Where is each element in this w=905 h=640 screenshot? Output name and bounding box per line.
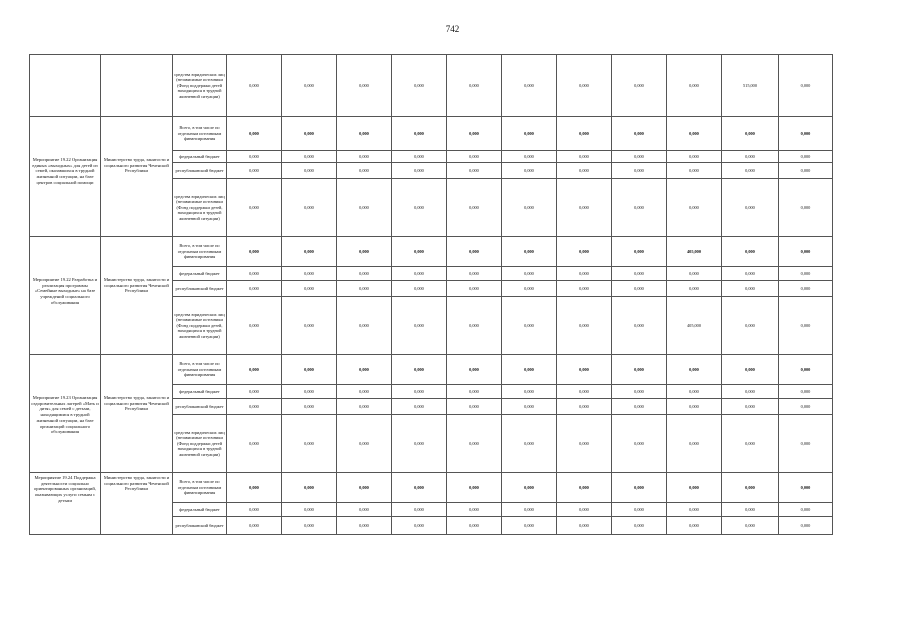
value-cell: 0,000 (612, 385, 667, 399)
value-cell: 0,000 (557, 55, 612, 117)
value-cell: 0,000 (337, 163, 392, 179)
value-cell: 0,000 (227, 517, 282, 535)
value-cell: 0,000 (337, 267, 392, 281)
value-cell: 0,000 (557, 503, 612, 517)
value-cell: 0,000 (779, 399, 833, 415)
value-cell: 0,000 (779, 281, 833, 297)
value-cell: 515,000 (722, 55, 779, 117)
value-cell: 0,000 (502, 55, 557, 117)
value-cell: 0,000 (557, 473, 612, 503)
value-cell: 0,000 (612, 151, 667, 163)
funding-source-cell: средства юридических лиц (независимые источники (Фонд поддержки детей, находящихся в трудной жизненной ситуации) (173, 297, 227, 355)
value-cell: 0,000 (502, 267, 557, 281)
measure-cell: Мероприятие 19.23 Организация оздоровительных лагерей «Мать и дитя» для семей с детьми, находящимися в трудной жизненной ситуации, на базе организаций социального обслуживания (30, 355, 101, 473)
value-cell: 0,000 (282, 415, 337, 473)
value-cell: 0,000 (337, 517, 392, 535)
value-cell: 0,000 (282, 163, 337, 179)
value-cell: 0,000 (612, 503, 667, 517)
value-cell: 0,000 (447, 415, 502, 473)
funding-source-cell: Всего, в том числе по отдельным источникам финансирования (173, 237, 227, 267)
responsible-cell: Министерство труда, занятости и социального развития Чеченской Республики (101, 237, 173, 355)
value-cell: 0,000 (667, 473, 722, 503)
value-cell: 0,000 (502, 415, 557, 473)
value-cell: 0,000 (392, 399, 447, 415)
value-cell: 0,000 (667, 399, 722, 415)
value-cell: 0,000 (227, 355, 282, 385)
value-cell: 0,000 (667, 517, 722, 535)
value-cell: 0,000 (392, 55, 447, 117)
table-row (30, 55, 833, 117)
value-cell: 0,000 (557, 399, 612, 415)
value-cell: 0,000 (447, 267, 502, 281)
value-cell: 0,000 (502, 237, 557, 267)
value-cell: 0,000 (447, 385, 502, 399)
value-cell: 0,000 (779, 151, 833, 163)
value-cell: 0,000 (447, 503, 502, 517)
value-cell: 0,000 (392, 163, 447, 179)
value-cell: 0,000 (667, 151, 722, 163)
value-cell: 0,000 (227, 151, 282, 163)
value-cell: 0,000 (557, 163, 612, 179)
value-cell: 0,000 (502, 473, 557, 503)
responsible-cell (101, 55, 173, 117)
value-cell: 0,000 (337, 297, 392, 355)
value-cell: 0,000 (282, 281, 337, 297)
value-cell: 0,000 (722, 237, 779, 267)
funding-source-cell: федеральный бюджет (173, 385, 227, 399)
value-cell: 0,000 (227, 267, 282, 281)
value-cell: 0,000 (722, 297, 779, 355)
value-cell: 405,000 (667, 237, 722, 267)
value-cell: 0,000 (612, 517, 667, 535)
value-cell: 0,000 (612, 237, 667, 267)
value-cell: 0,000 (227, 503, 282, 517)
value-cell: 0,000 (502, 281, 557, 297)
value-cell: 0,000 (337, 385, 392, 399)
funding-source-cell: средства юридических лиц (независимые источники (Фонд поддержки детей находящихся в трудной жизненной ситуации) (173, 55, 227, 117)
value-cell: 0,000 (282, 151, 337, 163)
value-cell: 0,000 (282, 503, 337, 517)
responsible-cell: Министерство труда, занятости и социального развития Чеченской Республики (101, 117, 173, 237)
value-cell: 0,000 (612, 281, 667, 297)
value-cell: 0,000 (282, 399, 337, 415)
value-cell: 0,000 (779, 355, 833, 385)
value-cell: 0,000 (502, 355, 557, 385)
value-cell: 0,000 (612, 297, 667, 355)
value-cell: 0,000 (337, 237, 392, 267)
value-cell: 0,000 (779, 503, 833, 517)
value-cell: 0,000 (337, 55, 392, 117)
value-cell: 0,000 (227, 179, 282, 237)
value-cell: 0,000 (502, 517, 557, 535)
funding-source-cell: федеральный бюджет (173, 151, 227, 163)
value-cell: 0,000 (337, 473, 392, 503)
value-cell: 0,000 (392, 473, 447, 503)
value-cell: 0,000 (502, 503, 557, 517)
value-cell: 0,000 (447, 179, 502, 237)
value-cell: 0,000 (392, 267, 447, 281)
financing-table (29, 54, 833, 535)
value-cell: 0,000 (722, 503, 779, 517)
value-cell: 0,000 (337, 151, 392, 163)
value-cell: 0,000 (227, 297, 282, 355)
value-cell: 0,000 (337, 281, 392, 297)
value-cell: 0,000 (337, 355, 392, 385)
value-cell: 0,000 (557, 237, 612, 267)
value-cell: 0,000 (502, 117, 557, 151)
value-cell: 0,000 (557, 179, 612, 237)
value-cell: 0,000 (282, 267, 337, 281)
value-cell: 0,000 (722, 415, 779, 473)
value-cell: 0,000 (612, 117, 667, 151)
value-cell: 0,000 (779, 163, 833, 179)
funding-source-cell: средства юридических лиц (независимые источники (Фонд поддержки детей находящихся в трудной жизненной ситуации) (173, 415, 227, 473)
value-cell: 0,000 (612, 55, 667, 117)
value-cell: 0,000 (557, 117, 612, 151)
funding-source-cell: республиканский бюджет (173, 281, 227, 297)
value-cell: 0,000 (502, 179, 557, 237)
value-cell: 0,000 (612, 355, 667, 385)
value-cell: 0,000 (612, 473, 667, 503)
value-cell: 0,000 (392, 117, 447, 151)
value-cell: 0,000 (779, 237, 833, 267)
value-cell: 0,000 (667, 281, 722, 297)
value-cell: 0,000 (502, 297, 557, 355)
funding-source-cell: средства юридических лиц (независимые источники (Фонд поддержки детей, находящихся в трудной жизненной ситуации) (173, 179, 227, 237)
value-cell: 0,000 (447, 473, 502, 503)
value-cell: 0,000 (779, 473, 833, 503)
value-cell: 0,000 (557, 517, 612, 535)
value-cell: 0,000 (779, 179, 833, 237)
value-cell: 0,000 (779, 117, 833, 151)
value-cell: 0,000 (227, 117, 282, 151)
value-cell: 0,000 (392, 281, 447, 297)
value-cell: 0,000 (227, 237, 282, 267)
measure-cell: Мероприятие 19.22 Разработка и реализация программы «Семейные выходные» на базе учреждений социального обслуживания (30, 237, 101, 355)
value-cell: 0,000 (557, 151, 612, 163)
funding-source-cell: Всего, в том числе по отдельным источникам финансирования (173, 355, 227, 385)
value-cell: 0,000 (722, 163, 779, 179)
value-cell: 0,000 (227, 385, 282, 399)
value-cell: 0,000 (779, 297, 833, 355)
value-cell: 0,000 (667, 117, 722, 151)
value-cell: 0,000 (447, 517, 502, 535)
page-number: 742 (445, 24, 460, 34)
value-cell: 0,000 (779, 385, 833, 399)
table-row (30, 355, 833, 385)
value-cell: 0,000 (282, 117, 337, 151)
value-cell: 0,000 (392, 297, 447, 355)
value-cell: 0,000 (722, 517, 779, 535)
value-cell: 0,000 (227, 55, 282, 117)
value-cell: 0,000 (667, 163, 722, 179)
value-cell: 0,000 (337, 399, 392, 415)
value-cell: 0,000 (502, 151, 557, 163)
value-cell: 0,000 (722, 267, 779, 281)
funding-source-cell: Всего, в том числе по отдельным источникам финансирования (173, 117, 227, 151)
value-cell: 0,000 (282, 297, 337, 355)
measure-cell (30, 55, 101, 117)
value-cell: 0,000 (447, 117, 502, 151)
value-cell: 0,000 (557, 297, 612, 355)
value-cell: 0,000 (227, 281, 282, 297)
value-cell: 0,000 (612, 399, 667, 415)
value-cell: 0,000 (557, 385, 612, 399)
value-cell: 0,000 (722, 179, 779, 237)
value-cell: 0,000 (227, 473, 282, 503)
value-cell: 0,000 (447, 399, 502, 415)
value-cell: 0,000 (337, 117, 392, 151)
responsible-cell: Министерство труда, занятости и социального развития Чеченской Республики (101, 355, 173, 473)
value-cell: 0,000 (337, 503, 392, 517)
value-cell: 0,000 (227, 415, 282, 473)
value-cell: 0,000 (447, 151, 502, 163)
value-cell: 0,000 (722, 281, 779, 297)
value-cell: 0,000 (447, 55, 502, 117)
value-cell: 0,000 (337, 415, 392, 473)
value-cell: 0,000 (722, 151, 779, 163)
value-cell: 0,000 (392, 179, 447, 237)
value-cell: 0,000 (557, 415, 612, 473)
value-cell: 0,000 (447, 163, 502, 179)
value-cell: 0,000 (282, 355, 337, 385)
value-cell: 0,000 (667, 355, 722, 385)
value-cell: 0,000 (282, 179, 337, 237)
value-cell: 0,000 (612, 415, 667, 473)
value-cell: 0,000 (722, 117, 779, 151)
value-cell: 0,000 (667, 179, 722, 237)
value-cell: 0,000 (227, 399, 282, 415)
table-row (30, 117, 833, 151)
value-cell: 0,000 (779, 55, 833, 117)
value-cell: 0,000 (392, 503, 447, 517)
value-cell: 0,000 (722, 473, 779, 503)
value-cell: 0,000 (557, 281, 612, 297)
funding-source-cell: республиканский бюджет (173, 399, 227, 415)
value-cell: 0,000 (557, 267, 612, 281)
value-cell: 0,000 (392, 517, 447, 535)
value-cell: 0,000 (502, 385, 557, 399)
value-cell: 0,000 (282, 473, 337, 503)
value-cell: 0,000 (612, 163, 667, 179)
value-cell: 405,000 (667, 297, 722, 355)
value-cell: 0,000 (392, 355, 447, 385)
value-cell: 0,000 (502, 399, 557, 415)
value-cell: 0,000 (337, 179, 392, 237)
funding-source-cell: федеральный бюджет (173, 503, 227, 517)
value-cell: 0,000 (667, 55, 722, 117)
value-cell: 0,000 (779, 517, 833, 535)
value-cell: 0,000 (667, 267, 722, 281)
value-cell: 0,000 (612, 267, 667, 281)
value-cell: 0,000 (392, 385, 447, 399)
value-cell: 0,000 (282, 237, 337, 267)
value-cell: 0,000 (447, 281, 502, 297)
value-cell: 0,000 (667, 503, 722, 517)
value-cell: 0,000 (722, 385, 779, 399)
funding-source-cell: Всего, в том числе по отдельным источникам финансирования (173, 473, 227, 503)
value-cell: 0,000 (227, 163, 282, 179)
value-cell: 0,000 (779, 267, 833, 281)
value-cell: 0,000 (667, 415, 722, 473)
funding-source-cell: республиканский бюджет (173, 517, 227, 535)
value-cell: 0,000 (722, 355, 779, 385)
responsible-cell: Министерство труда, занятости и социального развития Чеченской Республики (101, 473, 173, 535)
measure-cell: Мероприятие 19.22 Организация единых «выходных» для детей из семей, оказавшихся в трудной жизненной ситуации, на базе центров социальной помощи (30, 117, 101, 237)
table-row (30, 237, 833, 267)
table-row (30, 473, 833, 503)
value-cell: 0,000 (779, 415, 833, 473)
value-cell: 0,000 (447, 237, 502, 267)
value-cell: 0,000 (447, 355, 502, 385)
value-cell: 0,000 (557, 355, 612, 385)
value-cell: 0,000 (722, 399, 779, 415)
value-cell: 0,000 (392, 415, 447, 473)
funding-source-cell: федеральный бюджет (173, 267, 227, 281)
value-cell: 0,000 (667, 385, 722, 399)
value-cell: 0,000 (282, 385, 337, 399)
value-cell: 0,000 (392, 237, 447, 267)
funding-source-cell: республиканский бюджет (173, 163, 227, 179)
value-cell: 0,000 (282, 55, 337, 117)
value-cell: 0,000 (502, 163, 557, 179)
value-cell: 0,000 (612, 179, 667, 237)
value-cell: 0,000 (282, 517, 337, 535)
value-cell: 0,000 (447, 297, 502, 355)
value-cell: 0,000 (392, 151, 447, 163)
measure-cell: Мероприятие 19.24 Поддержка деятельности социально ориентированных организаций, оказывающих услуги семьям с детьми (30, 473, 101, 535)
